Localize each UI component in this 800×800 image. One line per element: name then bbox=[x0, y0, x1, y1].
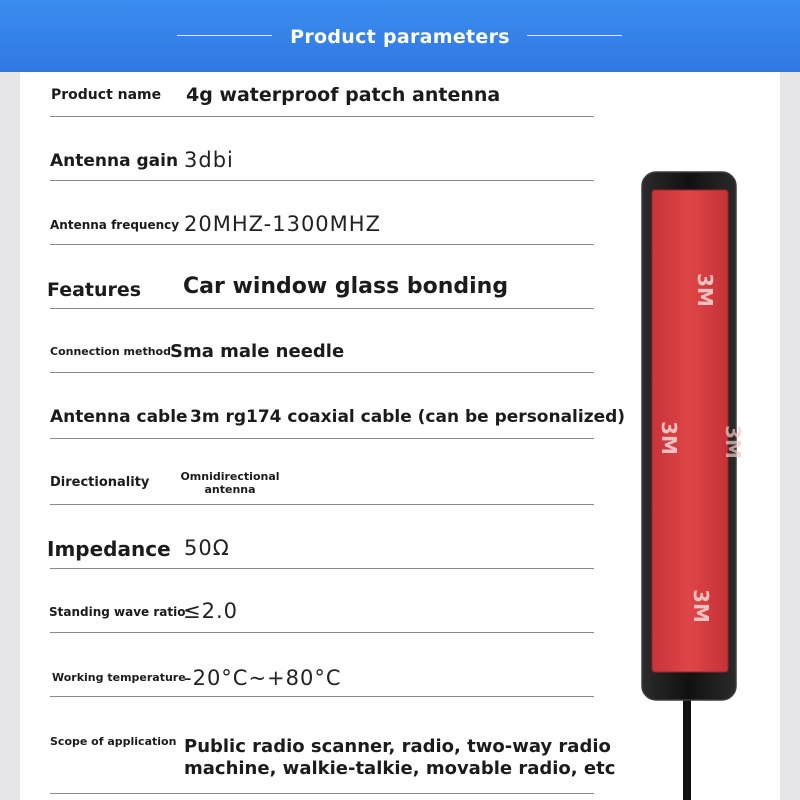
param-key: Standing wave ratio bbox=[49, 605, 186, 619]
param-value: 4g waterproof patch antenna bbox=[186, 84, 501, 106]
header-banner bbox=[0, 0, 800, 72]
param-key: Antenna gain bbox=[50, 151, 179, 171]
param-row-directionality bbox=[50, 438, 594, 505]
param-row-scope-of-application bbox=[50, 696, 616, 794]
param-key: Antenna frequency bbox=[50, 218, 180, 232]
param-key: Features bbox=[47, 279, 142, 301]
antenna-product-image bbox=[630, 160, 750, 800]
param-value-line: antenna bbox=[204, 483, 256, 496]
param-row-antenna-frequency bbox=[50, 180, 594, 245]
param-value bbox=[184, 736, 615, 780]
param-key: Connection method bbox=[50, 345, 171, 358]
param-value: 3dbi bbox=[184, 148, 234, 172]
param-value-line: Public radio scanner, radio, two-way radio bbox=[184, 736, 611, 757]
param-row-antenna-cable bbox=[50, 372, 626, 439]
param-row-working-temperature bbox=[50, 632, 594, 697]
param-row-product-name bbox=[50, 74, 594, 117]
param-value: 50Ω bbox=[184, 536, 230, 560]
page-title: Product parameters bbox=[290, 26, 510, 48]
right-margin-strip bbox=[780, 72, 800, 800]
param-value-line: Omnidirectional bbox=[180, 470, 280, 483]
param-row-impedance bbox=[47, 504, 594, 569]
param-row-standing-wave-ratio bbox=[50, 568, 594, 633]
param-value: Sma male needle bbox=[170, 341, 345, 362]
param-row-features bbox=[47, 244, 594, 309]
tape-logo-3m: 3M bbox=[657, 421, 681, 455]
param-key: Scope of application bbox=[50, 735, 177, 748]
tape-logo-3m: 3M bbox=[689, 589, 713, 623]
antenna-cable bbox=[683, 690, 691, 800]
param-key: Impedance bbox=[47, 537, 171, 561]
param-value: -20°C~+80°C bbox=[184, 666, 342, 690]
param-value: ≤2.0 bbox=[183, 599, 238, 623]
param-row-antenna-gain bbox=[50, 116, 594, 181]
tape-logo-3m: 3M bbox=[721, 425, 745, 459]
param-key: Directionality bbox=[50, 475, 150, 490]
tape-logo-3m: 3M bbox=[693, 273, 717, 307]
param-value: 3m rg174 coaxial cable (can be personalized) bbox=[190, 407, 626, 427]
param-key: Working temperature bbox=[52, 671, 186, 684]
param-row-connection-method bbox=[50, 308, 594, 373]
param-key: Product name bbox=[51, 87, 162, 103]
param-value-line: machine, walkie-talkie, movable radio, etc bbox=[184, 758, 616, 779]
param-value: Car window glass bonding bbox=[183, 274, 509, 299]
param-value bbox=[180, 470, 280, 496]
param-key: Antenna cable bbox=[50, 407, 188, 427]
left-margin-strip bbox=[0, 72, 20, 800]
param-value: 20MHZ-1300MHZ bbox=[184, 212, 381, 236]
